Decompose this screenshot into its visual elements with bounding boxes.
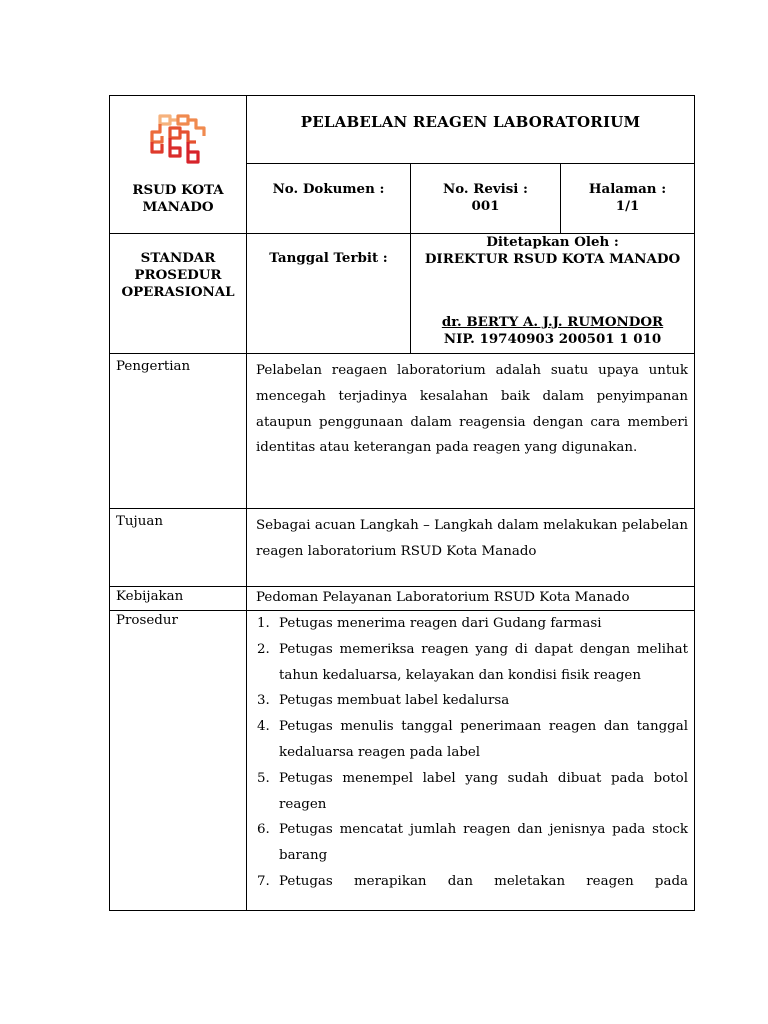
pengertian-text: Pelabelan reagaen laboratorium adalah suatu upaya untuk mencegah terjadinya kesalahan baik dalam penyimpanan ataupun penggunaan dalam reagensia dengan cara memberi identitas atau keterangan pada reagen yang digunakan.	[256, 363, 689, 456]
procedure-step: 5. Petugas menempel label yang sudah dibuat pada botol reagen	[257, 770, 689, 812]
prosedur-label-cell	[110, 611, 247, 911]
kebijakan-text: Pedoman Pelayanan Laboratorium RSUD Kota Manado	[256, 590, 630, 605]
prosedur-label: Prosedur	[116, 613, 178, 628]
tujuan-label-cell	[110, 509, 247, 587]
rsud-logo-icon	[146, 112, 210, 170]
procedure-steps	[251, 611, 688, 895]
pengertian-content-cell	[247, 354, 695, 509]
doc-number-cell	[247, 164, 411, 234]
page-cell	[561, 164, 695, 234]
page-value: 1/1	[615, 198, 640, 214]
revision-cell	[411, 164, 561, 234]
procedure-step: 7. Petugas merapikan dan meletakan reagen pada	[257, 873, 689, 889]
page-label: Halaman :	[588, 181, 667, 197]
procedure-step: 4. Petugas menulis tanggal penerimaan reagen dan tanggal kedaluarsa reagen pada label	[257, 719, 689, 760]
approved-by-title: DIREKTUR RSUD KOTA MANADO	[424, 251, 681, 267]
issue-date-cell	[247, 234, 411, 354]
kebijakan-content-cell	[247, 587, 695, 611]
doc-number-label: No. Dokumen :	[272, 181, 385, 197]
header-logo-cell	[110, 96, 247, 234]
signer-name: dr. BERTY A. J.J. RUMONDOR	[441, 314, 664, 330]
revision-value: 001	[471, 198, 500, 214]
pengertian-label-cell	[110, 354, 247, 509]
prosedur-content-cell	[247, 611, 695, 911]
pengertian-label: Pengertian	[116, 359, 191, 374]
tujuan-label: Tujuan	[116, 514, 163, 529]
kebijakan-label-cell	[110, 587, 247, 611]
sop-document	[109, 95, 694, 912]
procedure-step: 1. Petugas menerima reagen dari Gudang farmasi	[257, 616, 602, 631]
approved-by-label: Ditetapkan Oleh :	[486, 234, 619, 250]
sop-label: STANDAR PROSEDUR OPERASIONAL	[121, 250, 235, 300]
sop-label-cell	[110, 234, 247, 354]
title-cell	[247, 96, 695, 164]
issue-date-label: Tanggal Terbit :	[269, 250, 388, 266]
document-title: PELABELAN REAGEN LABORATORIUM	[300, 113, 641, 131]
kebijakan-label: Kebijakan	[116, 589, 184, 604]
tujuan-content-cell	[247, 509, 695, 587]
institution-name: RSUD KOTA MANADO	[132, 182, 224, 215]
procedure-step: 3. Petugas membuat label kedalursa	[257, 693, 510, 709]
procedure-step: 6. Petugas mencatat jumlah reagen dan jenisnya pada stock barang	[257, 822, 689, 864]
tujuan-text: Sebagai acuan Langkah – Langkah dalam melakukan pelabelan reagen laboratorium RSUD Kota Manado	[256, 518, 689, 559]
approval-cell	[411, 234, 695, 354]
revision-label: No. Revisi :	[442, 181, 528, 197]
signer-nip: NIP. 19740903 200501 1 010	[443, 331, 662, 347]
sop-table	[109, 95, 695, 911]
procedure-step: 2. Petugas memeriksa reagen yang di dapat dengan melihat tahun kedaluarsa, kelayakan dan kondisi fisik reagen	[257, 641, 689, 683]
